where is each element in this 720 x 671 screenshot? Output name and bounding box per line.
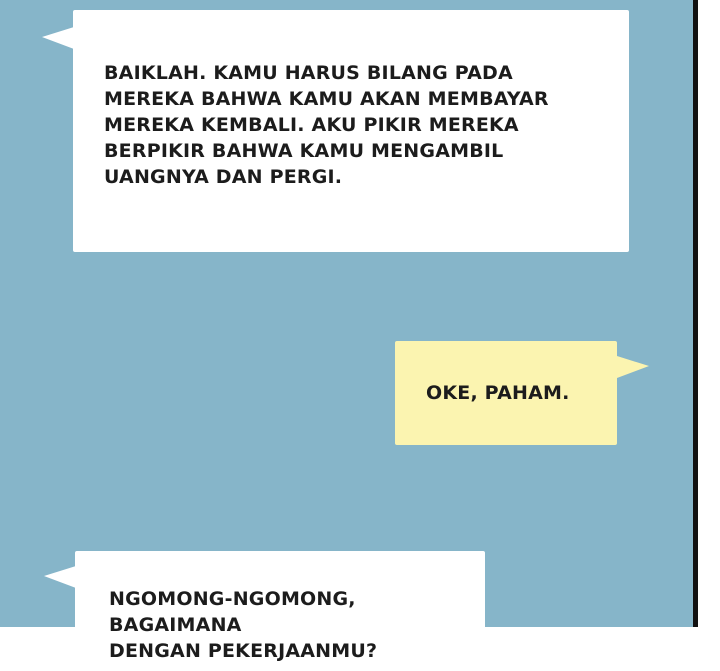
message-text: BAIKLAH. KAMU HARUS BILANG PADA MEREKA BAHWA KAMU AKAN MEMBAYAR MEREKA KEMBALI. AKU PIKIR MEREKA BERPIKIR BAHWA KAMU MENGAMBIL UANGNYA DAN PERGI. xyxy=(104,62,549,188)
bubble-tail-right xyxy=(617,356,649,378)
incoming-message-bubble xyxy=(75,551,485,671)
outgoing-message-bubble xyxy=(395,341,617,445)
panel-border xyxy=(693,0,698,627)
message-text: OKE, PAHAM. xyxy=(426,382,570,404)
incoming-message-bubble xyxy=(73,10,629,252)
message-text: NGOMONG-NGOMONG, BAGAIMANA DENGAN PEKERJAANMU? xyxy=(109,588,378,662)
bubble-tail-left xyxy=(44,566,76,588)
bubble-tail-left xyxy=(42,27,74,49)
